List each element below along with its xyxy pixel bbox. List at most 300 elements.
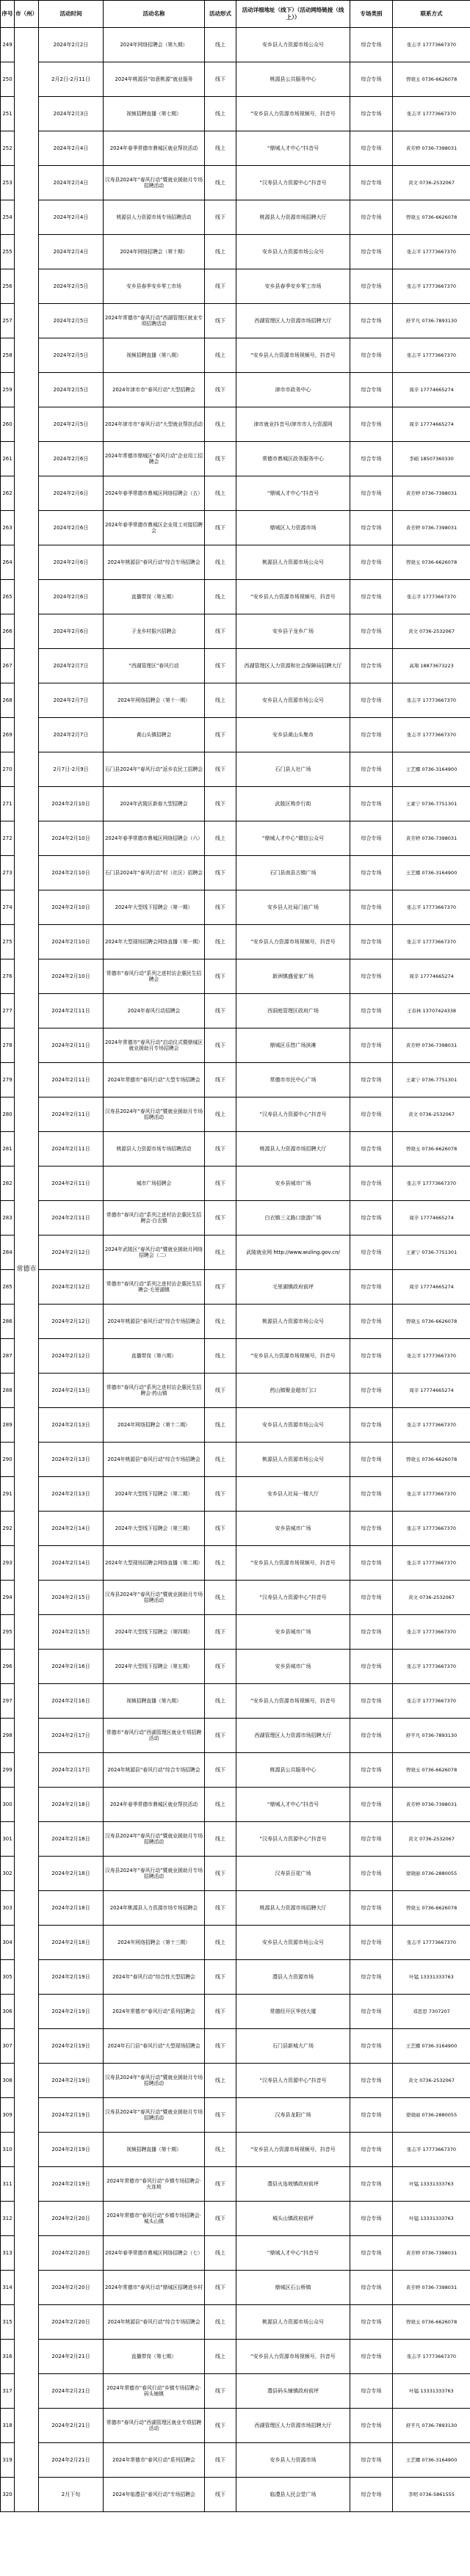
cell-contact: 蒙晓丽 0736-2880055 (393, 2098, 470, 2133)
cell-form: 线下 (205, 649, 236, 683)
cell-no: 286 (1, 1305, 15, 1339)
cell-place: “安乡县人力资源市场视频号，抖音号 (236, 2340, 350, 2374)
cell-time: 2024年2月12日 (39, 1339, 104, 1374)
table-row (1, 821, 470, 856)
cell-time: 2月2日-2月11日 (39, 62, 104, 97)
cell-no: 311 (1, 2167, 15, 2202)
cell-name: 2024年桃源县“春风行动”综合专场招聘会 (104, 1753, 205, 1788)
cell-place: 安乡县城市广场 (236, 1512, 350, 1546)
cell-no: 291 (1, 1477, 15, 1512)
cell-contact: 张志平 17773667370 (393, 1339, 470, 1374)
cell-name: 2024年常德市“春风行动”西湖管理区就业专项招聘活动 (104, 304, 205, 338)
cell-contact: 黄芳婷 0736-7398031 (393, 511, 470, 545)
cell-no: 320 (1, 2478, 15, 2512)
cell-no: 298 (1, 1719, 15, 1753)
cell-form: 线上 (205, 2236, 236, 2271)
table-row (1, 28, 470, 62)
cell-form: 线下 (205, 269, 236, 304)
cell-no: 288 (1, 1374, 15, 1408)
cell-form: 线下 (205, 2098, 236, 2133)
cell-contact: 张志平 17773667370 (393, 890, 470, 925)
cell-time: 2024年2月11日 (39, 1201, 104, 1236)
cell-time: 2024年2月11日 (39, 1063, 104, 1097)
cell-name: 汉寿县2024年“春风行动”暨就业援助月专场招聘活动 (104, 2064, 205, 2098)
table-row (1, 2064, 470, 2098)
cell-type: 综合专场 (350, 62, 393, 97)
cell-contact: 曾晓玉 0736-6626078 (393, 545, 470, 580)
cell-form: 线上 (205, 821, 236, 856)
cell-type: 综合专场 (350, 649, 393, 683)
cell-place: 安乡县人力资源市场公众号 (236, 28, 350, 62)
table-row (1, 97, 470, 131)
table-row (1, 1305, 470, 1339)
cell-contact: 张志平 17773667370 (393, 1546, 470, 1581)
cell-form: 线下 (205, 856, 236, 890)
cell-place: “安乡县人力资源市场视频号，抖音号 (236, 97, 350, 131)
cell-place: 安乡县人力资源市场公众号 (236, 1926, 350, 1960)
table-row (1, 2098, 470, 2133)
table-row (1, 752, 470, 787)
cell-name: 2024年桃源县“春风行动”综合专场招聘会 (104, 2305, 205, 2340)
cell-time: 2024年2月5日 (39, 338, 104, 373)
cell-form: 线下 (205, 1374, 236, 1408)
cell-name: 2024年“春风行动”综合性大型招聘会 (104, 1960, 205, 1995)
table-row (1, 2133, 470, 2167)
cell-time: 2024年2月10日 (39, 787, 104, 821)
table-row (1, 1512, 470, 1546)
cell-contact: 周辛 17774665274 (393, 1201, 470, 1236)
cell-name: 2024年常德市“春风行动”鼎城区招聘进乡村 (104, 2271, 205, 2305)
cell-form: 线上 (205, 2133, 236, 2167)
cell-name: 2024年常德市“春风行动”乡镇专场招聘会·码头铺镇 (104, 2374, 205, 2409)
table-row (1, 1822, 470, 1857)
cell-contact: 舒平凡 0736-7893130 (393, 304, 470, 338)
cell-name: 2024年桃源县“春风行动”综合专场招聘会 (104, 1443, 205, 1477)
cell-type: 综合专场 (350, 97, 393, 131)
table-body (1, 28, 470, 2512)
cell-form: 线上 (205, 476, 236, 511)
cell-time: 2024年2月18日 (39, 1926, 104, 1960)
table-row (1, 1857, 470, 1891)
cell-name: 常德市“春风行动”系列之进村访企惠民生招聘会 (104, 959, 205, 994)
cell-form: 线上 (205, 1443, 236, 1477)
cell-contact: 叶锰 13331333763 (393, 1960, 470, 1995)
cell-place: 临澧县人民会堂广场 (236, 2478, 350, 2512)
cell-place: 西洞庭管理区政府广场 (236, 994, 350, 1028)
cell-type: 综合专场 (350, 131, 393, 166)
cell-form: 线下 (205, 2271, 236, 2305)
cell-type: 综合专场 (350, 1581, 393, 1615)
cell-form: 线下 (205, 1063, 236, 1097)
cell-contact: 黄芳婷 0736-7398031 (393, 476, 470, 511)
cell-time: 2024年2月10日 (39, 890, 104, 925)
cell-type: 综合专场 (350, 1822, 393, 1857)
cell-type: 综合专场 (350, 1960, 393, 1995)
cell-type: 综合专场 (350, 2098, 393, 2133)
cell-contact: 张志平 17773667370 (393, 235, 470, 269)
cell-no: 292 (1, 1512, 15, 1546)
cell-time: 2024年2月19日 (39, 1960, 104, 1995)
cell-place: 澧县火连坡镇政府前坪 (236, 2167, 350, 2202)
cell-place: 安乡县城市广场 (236, 1650, 350, 1684)
cell-contact: 周辛 17774665274 (393, 959, 470, 994)
cell-time: 2024年2月19日 (39, 2098, 104, 2133)
cell-name: 汉寿县2024年“春风行动”暨就业援助月专场招聘活动 (104, 1822, 205, 1857)
table-row (1, 2340, 470, 2374)
cell-form: 线下 (205, 304, 236, 338)
cell-no: 285 (1, 1270, 15, 1305)
cell-name: 2024年春季常德市鼎城区企业用工对接招聘会 (104, 511, 205, 545)
cell-time: 2024年2月16日 (39, 1650, 104, 1684)
cell-no: 250 (1, 62, 15, 97)
cell-contact: 李明 0736-5861555 (393, 2478, 470, 2512)
cell-place: “安乡县人力资源市场视频号，抖音号 (236, 338, 350, 373)
cell-no: 261 (1, 442, 15, 476)
cell-form: 线下 (205, 1167, 236, 1201)
cell-no: 279 (1, 1063, 15, 1097)
cell-no: 276 (1, 959, 15, 994)
cell-type: 综合专场 (350, 1167, 393, 1201)
cell-place: 药山镇聚金超市门口 (236, 1374, 350, 1408)
table-row (1, 2374, 470, 2409)
cell-name: 常德市“春风行动”西湖管理区就业专项招聘活动 (104, 1719, 205, 1753)
cell-type: 综合专场 (350, 2478, 393, 2512)
cell-contact: 张志平 17773667370 (393, 2133, 470, 2167)
header-type: 专场类别 (350, 1, 393, 28)
cell-name: 汉寿县2024年“春风行动”暨就业援助月专场招聘活动 (104, 166, 205, 200)
cell-place: “汉寿县人力资源中心”抖音号 (236, 1822, 350, 1857)
cell-time: 2024年2月10日 (39, 959, 104, 994)
cell-place: “汉寿县人力资源中心”抖音号 (236, 1097, 350, 1132)
header-place: 活动详细地址（线下）（活动网络链接（线上）） (236, 1, 350, 28)
cell-name: 2024年春风行动招聘会 (104, 994, 205, 1028)
cell-contact: 王艺娜 0736-3164900 (393, 752, 470, 787)
cell-form: 线下 (205, 1512, 236, 1546)
cell-type: 综合专场 (350, 1270, 393, 1305)
cell-time: 2024年2月19日 (39, 2029, 104, 2064)
table-row (1, 166, 470, 200)
cell-contact: 周辛 17774665274 (393, 373, 470, 407)
header-name: 活动名称 (104, 1, 205, 28)
cell-time: 2024年2月16日 (39, 1684, 104, 1719)
cell-form: 线下 (205, 2409, 236, 2443)
cell-type: 综合专场 (350, 1546, 393, 1581)
cell-name: 石门县2024年“春风行动”返乡农民工招聘会 (104, 752, 205, 787)
cell-name: 视频招聘直播（第十期） (104, 2133, 205, 2167)
cell-city: 常德市 (15, 28, 39, 2512)
cell-place: 桃源县公共服务中心 (236, 1753, 350, 1788)
cell-name: 汉寿县2024年“春风行动”暨就业援助月专场招聘活动 (104, 1097, 205, 1132)
header-city: 市（州） (15, 1, 39, 28)
cell-time: 2024年2月14日 (39, 1546, 104, 1581)
cell-form: 线下 (205, 442, 236, 476)
cell-form: 线下 (205, 752, 236, 787)
cell-time: 2024年2月4日 (39, 235, 104, 269)
cell-no: 260 (1, 407, 15, 442)
cell-no: 299 (1, 1753, 15, 1788)
cell-name: 2024年网络招聘会（第十一期） (104, 683, 205, 718)
cell-type: 综合专场 (350, 821, 393, 856)
cell-no: 271 (1, 787, 15, 821)
table-row (1, 925, 470, 959)
table-row (1, 649, 470, 683)
cell-place: 西湖管理区人力资源和社会保障局招聘大厅 (236, 649, 350, 683)
cell-form: 线上 (205, 338, 236, 373)
cell-name: 直播带岗（第六期） (104, 1339, 205, 1374)
cell-name: 2024年常德市“春风行动”系列招聘会 (104, 2443, 205, 2478)
cell-form: 线上 (205, 1408, 236, 1443)
cell-contact: 李硕 18507360330 (393, 442, 470, 476)
cell-name: 子龙乡村振兴招聘会 (104, 614, 205, 649)
cell-contact: 王春林 13707424338 (393, 994, 470, 1028)
cell-name: 桃源县人力资源市场专场招聘活动 (104, 1132, 205, 1167)
cell-time: 2024年2月13日 (39, 1477, 104, 1512)
cell-place: 安乡县黄山头集市 (236, 718, 350, 752)
cell-no: 278 (1, 1028, 15, 1063)
cell-no: 293 (1, 1546, 15, 1581)
cell-name: 2024年网络招聘会（第九期） (104, 28, 205, 62)
cell-contact: 黄芳婷 0736-7398031 (393, 2271, 470, 2305)
cell-type: 综合专场 (350, 1753, 393, 1788)
cell-contact: 王素宁 0736-7751301 (393, 787, 470, 821)
header-contact: 联系方式 (393, 1, 470, 28)
cell-form: 线下 (205, 1995, 236, 2029)
cell-time: 2024年2月4日 (39, 131, 104, 166)
cell-time: 2024年2月21日 (39, 2374, 104, 2409)
cell-no: 283 (1, 1201, 15, 1236)
cell-no: 307 (1, 2029, 15, 2064)
cell-contact: 黄芳婷 0736-7398031 (393, 1028, 470, 1063)
cell-name: 2024年武陵区“春风行动”暨就业援助月网络招聘会（二） (104, 1236, 205, 1270)
cell-place: 桃源县人力资源市场招聘大厅 (236, 200, 350, 235)
cell-time: 2024年2月13日 (39, 1374, 104, 1408)
cell-form: 线上 (205, 1926, 236, 1960)
table-row (1, 2409, 470, 2443)
cell-name: 2024年津市市“春风行动”大型就业帮扶活动 (104, 407, 205, 442)
cell-place: 汉寿县百花广场 (236, 1857, 350, 1891)
cell-type: 综合专场 (350, 1443, 393, 1477)
cell-form: 线下 (205, 2202, 236, 2236)
cell-type: 综合专场 (350, 787, 393, 821)
cell-form: 线上 (205, 97, 236, 131)
cell-no: 275 (1, 925, 15, 959)
cell-place: “鼎城人才中心”抖音号 (236, 476, 350, 511)
cell-form: 线上 (205, 407, 236, 442)
cell-type: 综合专场 (350, 28, 393, 62)
cell-contact: 周辛 17774665274 (393, 1270, 470, 1305)
cell-time: 2024年2月2日 (39, 28, 104, 62)
table-row (1, 442, 470, 476)
cell-contact: 王素宁 0736-7751301 (393, 1063, 470, 1097)
cell-place: “汉寿县人力资源中心”抖音号 (236, 2064, 350, 2098)
cell-type: 综合专场 (350, 304, 393, 338)
cell-contact: 张志平 17773667370 (393, 1650, 470, 1684)
cell-form: 线下 (205, 1028, 236, 1063)
table-row (1, 856, 470, 890)
cell-type: 综合专场 (350, 2167, 393, 2202)
cell-no: 290 (1, 1443, 15, 1477)
cell-no: 295 (1, 1615, 15, 1650)
cell-name: 城市广场招聘会 (104, 1167, 205, 1201)
cell-contact: 张志平 17773667370 (393, 269, 470, 304)
cell-name: 石门县2024年“春风行动”村（社区）招聘会 (104, 856, 205, 890)
cell-type: 综合专场 (350, 1719, 393, 1753)
cell-name: 2024年常德市“春风行动”乡镇专场招聘会·城头山镇 (104, 2202, 205, 2236)
table-row (1, 1615, 470, 1650)
cell-place: 安乡县城市广场 (236, 1615, 350, 1650)
cell-type: 综合专场 (350, 2029, 393, 2064)
cell-form: 线下 (205, 200, 236, 235)
cell-contact: 叶锰 13331333763 (393, 2202, 470, 2236)
table-row (1, 304, 470, 338)
cell-type: 综合专场 (350, 166, 393, 200)
cell-type: 综合专场 (350, 1339, 393, 1374)
cell-time: 2024年2月13日 (39, 1408, 104, 1443)
cell-no: 277 (1, 994, 15, 1028)
table-row (1, 1408, 470, 1443)
cell-no: 280 (1, 1097, 15, 1132)
cell-time: 2024年2月3日 (39, 97, 104, 131)
table-row (1, 994, 470, 1028)
cell-type: 综合专场 (350, 683, 393, 718)
cell-contact: 曾晓玉 0736-6626078 (393, 62, 470, 97)
table-row (1, 2271, 470, 2305)
cell-contact: 张志平 17773667370 (393, 1512, 470, 1546)
cell-contact: 张志平 17773667370 (393, 1615, 470, 1650)
cell-name: 2024年常德市鼎城区“春风行动”企业用工招聘会 (104, 442, 205, 476)
table-row (1, 2029, 470, 2064)
cell-type: 综合专场 (350, 2271, 393, 2305)
table-row (1, 476, 470, 511)
cell-time: 2024年2月11日 (39, 1132, 104, 1167)
cell-contact: 周辛 17774665274 (393, 1374, 470, 1408)
cell-form: 线下 (205, 994, 236, 1028)
cell-form: 线上 (205, 1339, 236, 1374)
table-row (1, 1132, 470, 1167)
cell-no: 253 (1, 166, 15, 200)
cell-time: 2024年2月6日 (39, 614, 104, 649)
cell-place: 桃源县人力资源市场招聘大厅 (236, 1891, 350, 1926)
cell-type: 综合专场 (350, 2305, 393, 2340)
cell-place: 桃源县人力资源市场公众号 (236, 2305, 350, 2340)
cell-no: 265 (1, 580, 15, 614)
cell-contact: 黄文 0736-2532067 (393, 614, 470, 649)
cell-name: 桃源县人力资源市场专场招聘活动 (104, 200, 205, 235)
cell-no: 282 (1, 1167, 15, 1201)
cell-name: 2024年武陵区新春大型招聘会 (104, 787, 205, 821)
cell-contact: 曾晓玉 0736-6626078 (393, 200, 470, 235)
cell-form: 线下 (205, 2478, 236, 2512)
cell-no: 263 (1, 511, 15, 545)
cell-type: 综合专场 (350, 1926, 393, 1960)
cell-time: 2024年2月18日 (39, 1788, 104, 1822)
table-row (1, 1650, 470, 1684)
cell-type: 综合专场 (350, 1305, 393, 1339)
cell-form: 线上 (205, 131, 236, 166)
cell-place: 津市就业抖音号/津市市人力资源网 (236, 407, 350, 442)
cell-no: 310 (1, 2133, 15, 2167)
cell-name: 汉寿县2024年“春风行动”暨就业援助月专场招聘活动 (104, 1857, 205, 1891)
cell-contact: 曾晓玉 0736-6626078 (393, 1753, 470, 1788)
cell-place: 武陵区购步行街 (236, 787, 350, 821)
cell-form: 线下 (205, 1960, 236, 1995)
cell-place: 石门县新城大广场 (236, 2029, 350, 2064)
cell-no: 251 (1, 97, 15, 131)
table-row (1, 1339, 470, 1374)
cell-place: “鼎城人才中心”抖音号 (236, 1788, 350, 1822)
cell-type: 综合专场 (350, 476, 393, 511)
cell-contact: 舒平凡 0736-7893130 (393, 1719, 470, 1753)
cell-time: 2024年2月20日 (39, 2202, 104, 2236)
cell-place: 西湖管理区人力资源市场招聘大厅 (236, 1719, 350, 1753)
cell-type: 综合专场 (350, 2374, 393, 2409)
cell-name: 汉寿县2024年“春风行动”暨就业援助月专场招聘活动 (104, 1581, 205, 1615)
cell-contact: 王艺娜 0736-3164900 (393, 856, 470, 890)
cell-name: 2024年石门县“春风行动”大型现场招聘会 (104, 2029, 205, 2064)
cell-no: 319 (1, 2443, 15, 2478)
cell-name: 视频招聘直播（第八期） (104, 338, 205, 373)
cell-place: 常德市市民中心广场 (236, 1063, 350, 1097)
cell-type: 综合专场 (350, 2443, 393, 2478)
cell-time: 2024年2月19日 (39, 2064, 104, 2098)
cell-place: 安乡县子龙乡广场 (236, 614, 350, 649)
cell-form: 线下 (205, 2374, 236, 2409)
cell-form: 线下 (205, 959, 236, 994)
table-row (1, 200, 470, 235)
cell-name: 2024年常德市“春风行动”系列招聘会 (104, 1995, 205, 2029)
cell-name: 2024年春季常德市鼎城区网络招聘会（七） (104, 2236, 205, 2271)
cell-name: “西湖管理区”春风行动 (104, 649, 205, 683)
cell-time: 2月7日-2月9日 (39, 752, 104, 787)
cell-name: 2024年大型线下招聘会（第二期） (104, 1477, 205, 1512)
cell-time: 2024年2月7日 (39, 649, 104, 683)
cell-contact: 曾晓玉 0736-6626078 (393, 2305, 470, 2340)
cell-contact: 黄文 0736-2532067 (393, 1097, 470, 1132)
cell-form: 线上 (205, 1305, 236, 1339)
cell-no: 284 (1, 1236, 15, 1270)
cell-place: 西湖管理区人力资源市场招聘大厅 (236, 2409, 350, 2443)
cell-name: 2024年津市市“春风行动”大型招聘会 (104, 373, 205, 407)
cell-contact: 叶锰 13331333763 (393, 2374, 470, 2409)
cell-form: 线上 (205, 2340, 236, 2374)
cell-form: 线上 (205, 2305, 236, 2340)
cell-name: 汉寿县2024年“春风行动”暨就业援助月专场招聘活动 (104, 2098, 205, 2133)
cell-form: 线下 (205, 1477, 236, 1512)
cell-time: 2024年2月6日 (39, 545, 104, 580)
cell-name: 2024年网络招聘会（第十三期） (104, 1926, 205, 1960)
cell-name: 2024年桃源县人力资源市场专场招聘会 (104, 1891, 205, 1926)
cell-time: 2024年2月17日 (39, 1719, 104, 1753)
cell-contact: 黄芳婷 0736-7398031 (393, 131, 470, 166)
table-row (1, 338, 470, 373)
cell-name: 2024年临澧县“春风行动”专场招聘会 (104, 2478, 205, 2512)
cell-no: 266 (1, 614, 15, 649)
cell-place: 常德市鼎城区政务服务中心 (236, 442, 350, 476)
table-row (1, 131, 470, 166)
table-row (1, 890, 470, 925)
table-row (1, 407, 470, 442)
cell-no: 249 (1, 28, 15, 62)
cell-form: 线下 (205, 1270, 236, 1305)
cell-time: 2024年2月14日 (39, 1512, 104, 1546)
cell-form: 线下 (205, 1891, 236, 1926)
cell-time: 2024年2月20日 (39, 2236, 104, 2271)
table-row (1, 1891, 470, 1926)
cell-name: 2024年桃源县“春风行动”综合专场招聘会 (104, 1305, 205, 1339)
cell-contact: 黄芳婷 0736-7398031 (393, 2236, 470, 2271)
cell-type: 综合专场 (350, 1857, 393, 1891)
cell-name: 2024年常德市“春风行动”大型专场招聘会 (104, 1063, 205, 1097)
